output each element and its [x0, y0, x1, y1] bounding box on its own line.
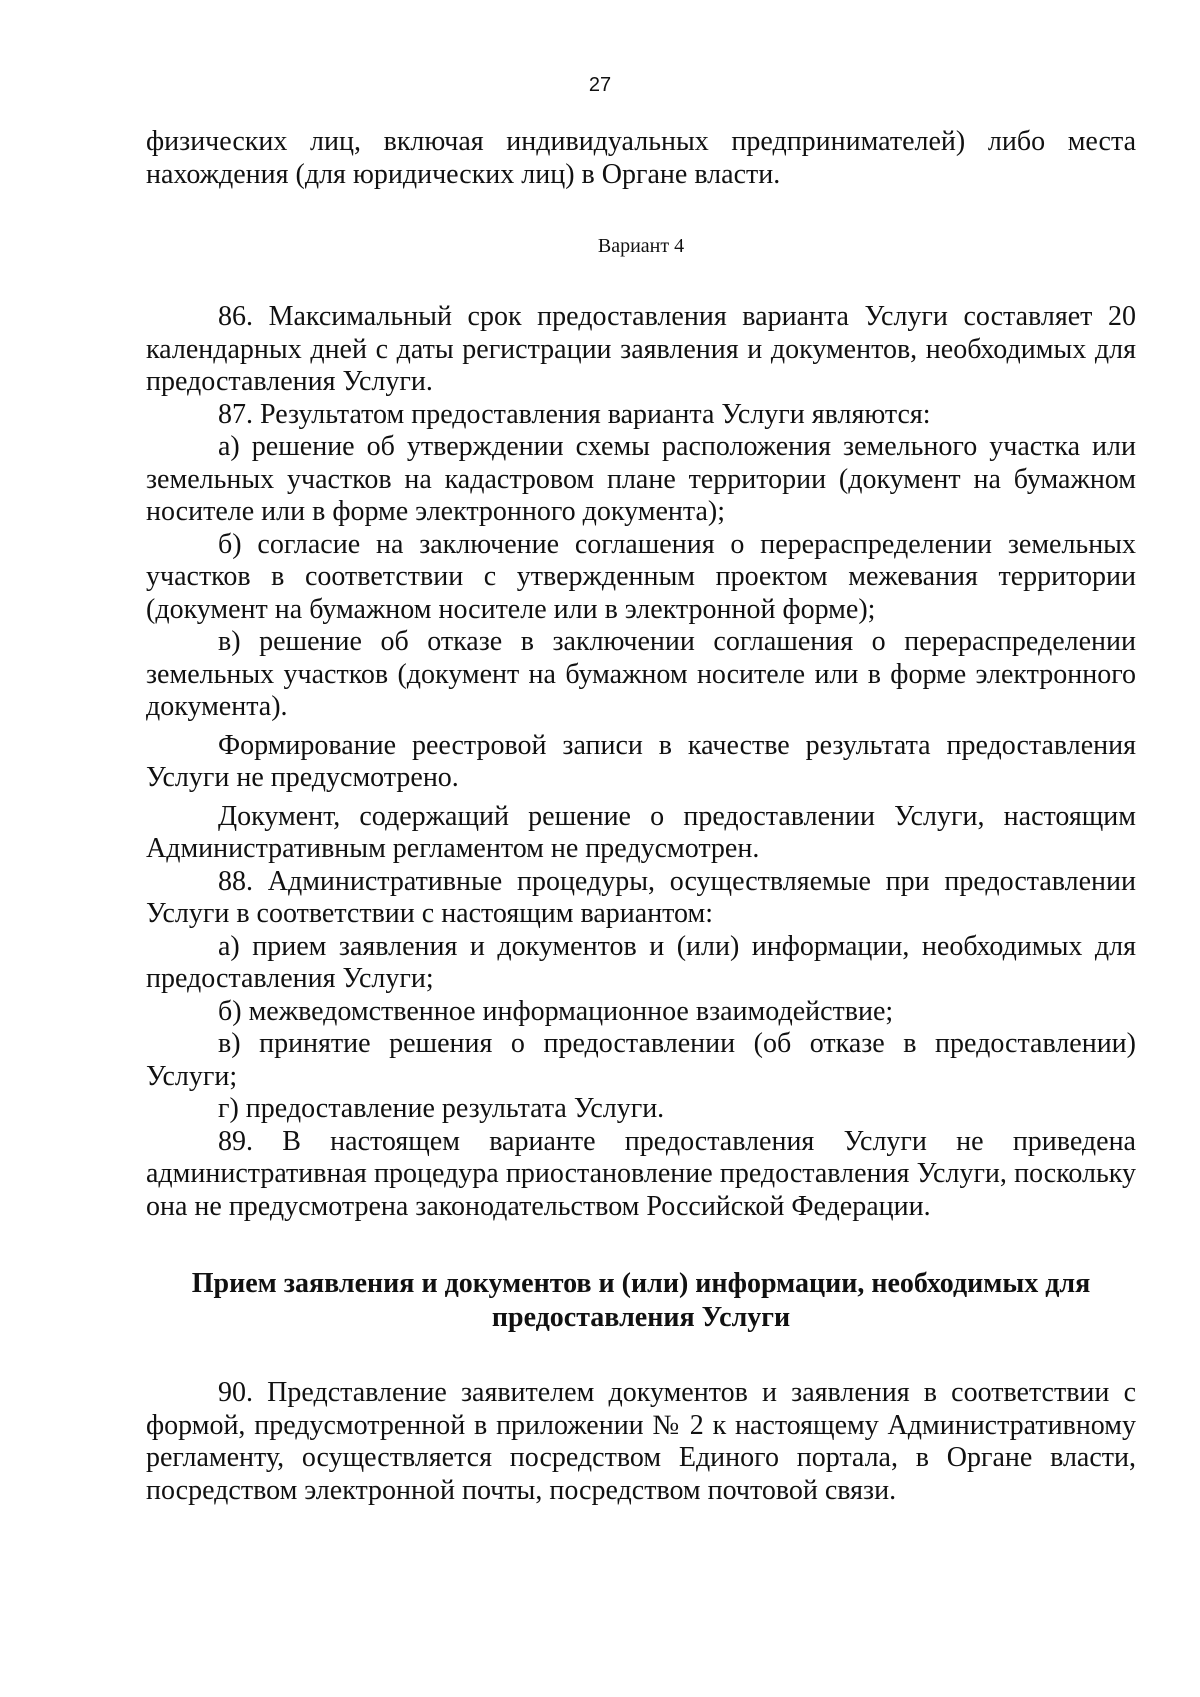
continuation-paragraph: физических лиц, включая индивидуальных предпринимателей) либо места нахождения (для юридических лиц) в Органе власти. [146, 126, 1136, 190]
paragraph-89: 89. В настоящем варианте предоставления Услуги не приведена административная процедура приостановление предоставления Услуги, поскольку она не предусмотрена законодательством Российской Федерации. [146, 1125, 1136, 1222]
paragraph-88-d: г) предоставление результата Услуги. [218, 1093, 665, 1124]
paragraph-88: 88. Административные процедуры, осуществляемые при предоставлении Услуги в соответствии с настоящим вариантом: [146, 865, 1136, 929]
page-number: 27 [588, 74, 612, 96]
paragraph-decision-document: Документ, содержащий решение о предоставлении Услуги, настоящим Административным регламентом не предусмотрен. [146, 800, 1136, 864]
paragraph-registry-record: Формирование реестровой записи в качестве результата предоставления Услуги не предусмотрено. [146, 729, 1136, 793]
paragraph-88-a: а) прием заявления и документов и (или) информации, необходимых для предоставления Услуги; [146, 930, 1136, 994]
paragraph-90: 90. Представление заявителем документов и заявления в соответствии с формой, предусмотренной в приложении № 2 к настоящему Административному регламенту, осуществляется посредством Единого портала, в Органе власти, посредством электронной почты, посредством почтовой связи. [146, 1377, 1136, 1506]
paragraph-87-c: в) решение об отказе в заключении соглашения о перераспределении земельных участков (документ на бумажном носителе или в форме электронного документа). [146, 626, 1136, 722]
paragraph-88-c: в) принятие решения о предоставлении (об отказе в предоставлении) Услуги; [146, 1028, 1136, 1092]
paragraph-86: 86. Максимальный срок предоставления варианта Услуги составляет 20 календарных дней с даты регистрации заявления и документов, необходимых для предоставления Услуги. [146, 301, 1136, 397]
variant-title: Вариант 4 [597, 235, 685, 257]
paragraph-87-a: а) решение об утверждении схемы расположения земельного участка или земельных участков на кадастровом плане территории (документ на бумажном носителе или в форме электронного документа); [146, 431, 1136, 527]
paragraph-87: 87. Результатом предоставления варианта Услуги являются: [218, 398, 931, 430]
paragraph-88-b: б) межведомственное информационное взаимодействие; [218, 995, 894, 1027]
section-heading: Прием заявления и документов и (или) информации, необходимых для предоставления Услуги [191, 1268, 1091, 1333]
document-body [146, 126, 1136, 1507]
paragraph-87-b: б) согласие на заключение соглашения о перераспределении земельных участков в соответствии с утвержденным проектом межевания территории (документ на бумажном носителе или в электронной форме); [146, 528, 1136, 625]
